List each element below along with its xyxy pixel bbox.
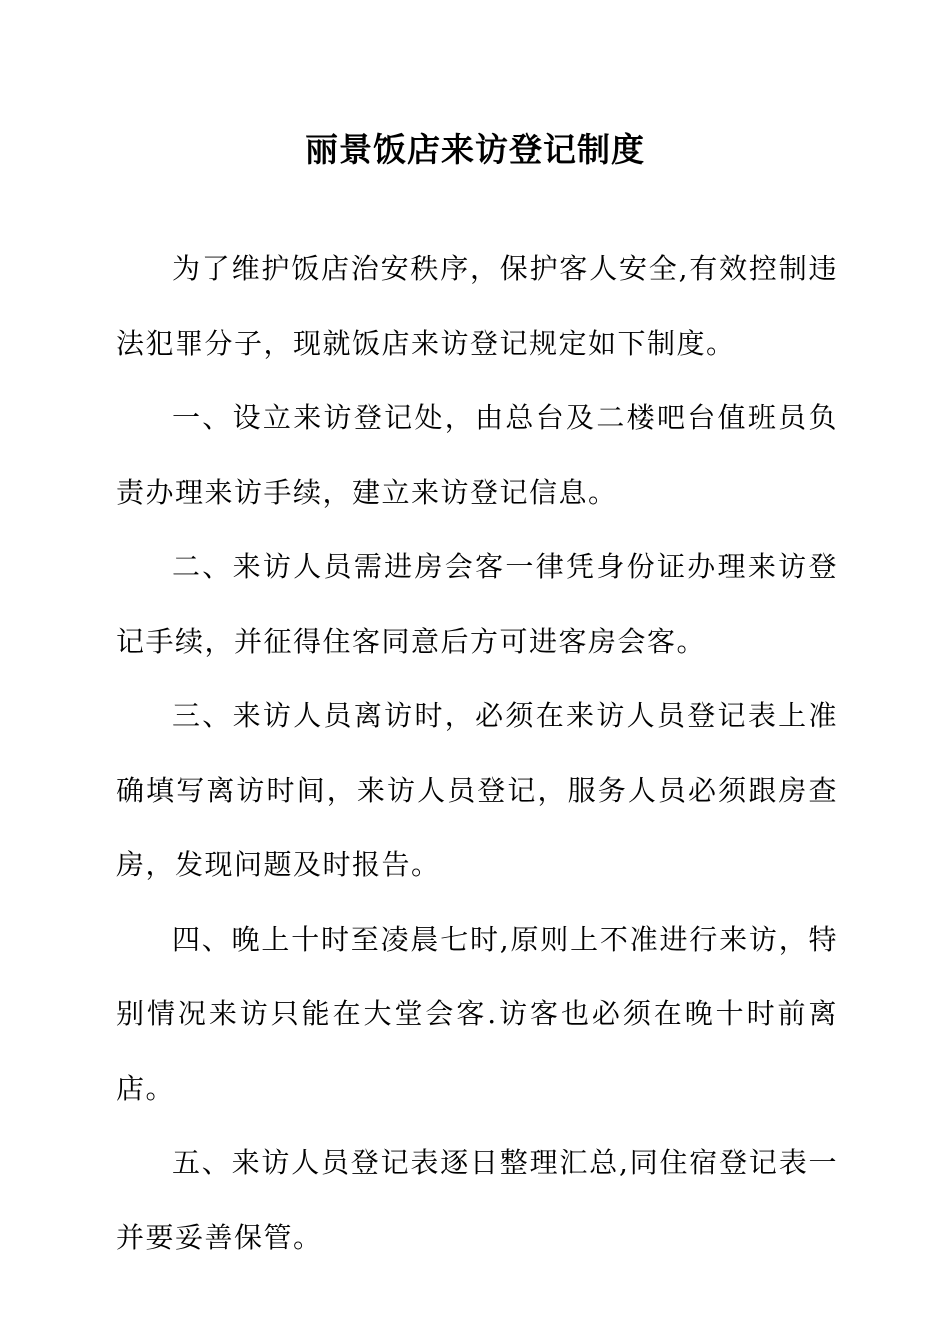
paragraph-rule-3: 三、来访人员离访时，必须在来访人员登记表上准确填写离访时间，来访人员登记，服务人员必须跟房查房，发现问题及时报告。 <box>116 699 838 881</box>
paragraph-rule-2: 二、来访人员需进房会客一律凭身份证办理来访登记手续，并征得住客同意后方可进客房会客。 <box>116 550 838 658</box>
paragraph-rule-4: 四、晚上十时至凌晨七时,原则上不准进行来访，特别情况来访只能在大堂会客.访客也必须在晚十时前离店。 <box>116 922 838 1105</box>
document-body <box>116 232 838 1275</box>
paragraph-rule-1: 一、设立来访登记处，由总台及二楼吧台值班员负责办理来访手续，建立来访登记信息。 <box>116 401 838 509</box>
document-title: 丽景饭店来访登记制度 <box>305 130 645 169</box>
paragraph-rule-5: 五、来访人员登记表逐日整理汇总,同住宿登记表一并要妥善保管。 <box>116 1146 838 1254</box>
paragraph-intro: 为了维护饭店治安秩序，保护客人安全,有效控制违法犯罪分子，现就饭店来访登记规定如下制度。 <box>116 252 838 360</box>
